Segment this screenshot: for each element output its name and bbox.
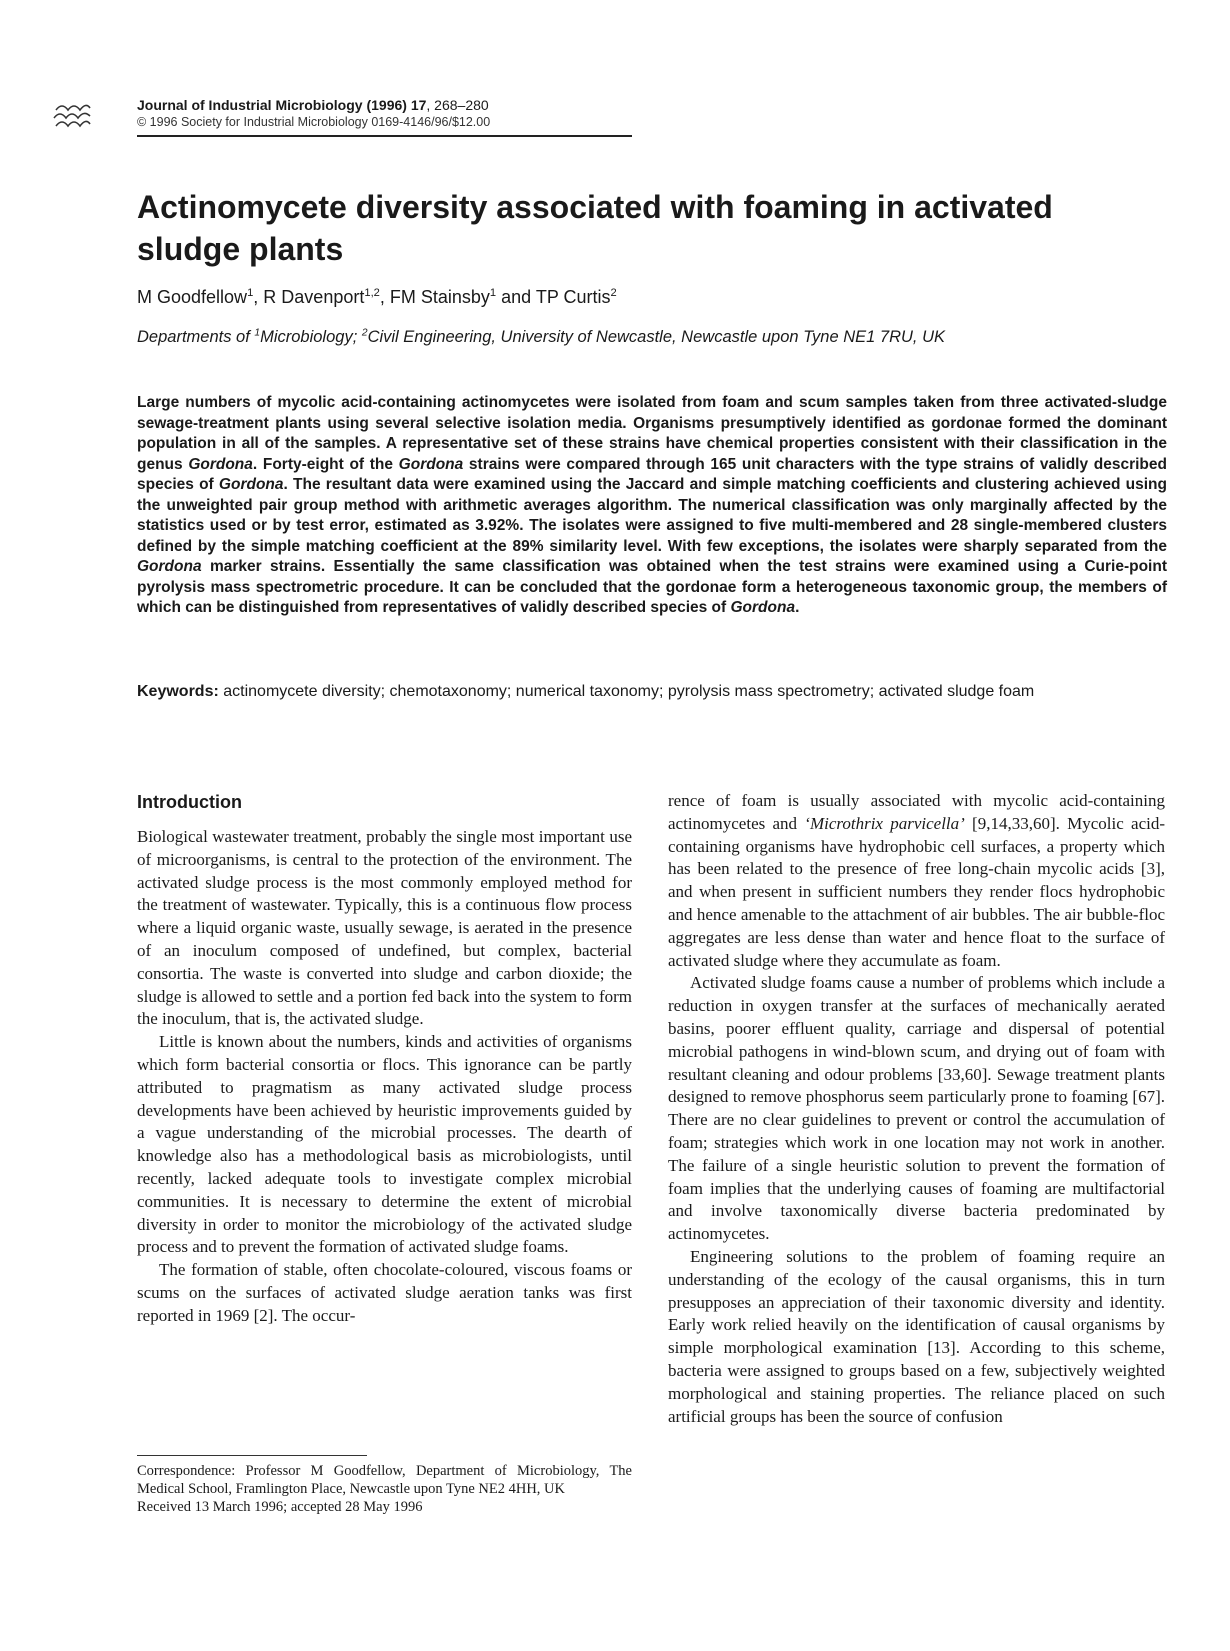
affiliation-prefix: Departments of bbox=[137, 328, 255, 346]
body-paragraph: Biological wastewater treatment, probably the single most important use of microorganisms, is central to the protection of the environment. The activated sludge process is the most commonly employed method for the treatment of wastewater. Typically, this is a continuous flow process where a liquid organic waste, usually sewage, is aerated in the presence of an inoculum composed of undefined, but complex, bacterial consortia. The waste is converted into sludge and carbon dioxide; the sludge is allowed to settle and a portion fed back into the system to form the inoculum, that is, the activated sludge. bbox=[137, 827, 632, 1029]
abstract bbox=[137, 393, 1167, 619]
abstract-text: strains were compared through 165 unit characters with the type strains of validly described species of bbox=[137, 455, 1167, 493]
abstract-genus: Gordona bbox=[218, 476, 284, 493]
article-title: Actinomycete diversity associated with foaming in activated sludge plants bbox=[137, 189, 1053, 267]
section-heading-introduction: Introduction bbox=[137, 792, 242, 812]
abstract-genus: Gordona bbox=[398, 455, 464, 473]
author-name: R Davenport bbox=[263, 287, 365, 307]
journal-name: Journal of Industrial Microbiology (1996) bbox=[137, 97, 407, 113]
footnote-divider bbox=[137, 1455, 367, 1456]
body-paragraph: Engineering solutions to the problem of foaming require an understanding of the ecology of the causal organisms, this in turn presupposes an appreciation of their taxonomic diversity and identity. Early work relied heavily on the identification of causal organisms by simple morphological examination [13]. According to this scheme, bacteria were assigned to groups based on a few, subjectively weighted morphological and staining properties. The reliance placed on such artificial groups has been the source of confusion bbox=[668, 1246, 1165, 1426]
author-affiliation-mark: 1 bbox=[247, 287, 254, 299]
keywords bbox=[137, 682, 1167, 703]
abstract-genus: Gordona bbox=[137, 558, 202, 575]
body-paragraph: Little is known about the numbers, kinds and activities of organisms which form bacterial consortia or flocs. This ignorance can be partly attributed to pragmatism as many activated sludge process developments have been achieved by heuristic improvements guided by a vague understanding of the microbial processes. The dearth of knowledge also has a methodological basis as microbiologists, until recently, lacked adequate tools to investigate complex microbial communities. It is necessary to determine the extent of microbial diversity in order to monitor the microbiology of the activated sludge process and to prevent the formation of activated sludge foams. bbox=[137, 1032, 632, 1257]
copyright-notice: © 1996 Society for Industrial Microbiology 0169-4146/96/$12.00 bbox=[137, 115, 491, 129]
keywords-label: Keywords: bbox=[137, 683, 219, 700]
journal-volume: 17 bbox=[410, 97, 427, 113]
author-affiliation-mark: 1,2 bbox=[364, 287, 380, 299]
affiliation-dept: Microbiology; bbox=[260, 328, 362, 346]
author-separator: and bbox=[496, 287, 536, 307]
affiliations bbox=[137, 326, 1187, 348]
affiliation-dept: Civil Engineering, University of Newcastle, Newcastle upon Tyne NE1 7RU, UK bbox=[367, 328, 945, 346]
body-column-right bbox=[668, 790, 1165, 1428]
affiliation-mark: 2 bbox=[361, 327, 368, 339]
body-paragraph bbox=[668, 790, 1165, 972]
abstract-text: . The resultant data were examined using the Jaccard and simple matching coefficients and clustering achieved using the unweighted pair group method with arithmetic averages algorithm. The numerical classification was only marginally affected by the statistics used or by test error, estimated as 3.92%. The isolates were assigned to five multi-membered and 28 single-membered clusters defined by the simple matching coefficient at the 89% similarity level. With few exceptions, the isolates were sharply separated from the bbox=[137, 476, 1167, 555]
author-list bbox=[137, 285, 1137, 309]
received-dates: Received 13 March 1996; accepted 28 May 1996 bbox=[137, 1499, 423, 1515]
species-name: ‘Microthrix parvicella’ bbox=[804, 813, 965, 833]
author-name: FM Stainsby bbox=[389, 287, 490, 307]
author-name: TP Curtis bbox=[535, 287, 611, 307]
author-separator: , bbox=[379, 287, 390, 307]
author-affiliation-mark: 1 bbox=[489, 287, 497, 299]
author-affiliation-mark: 2 bbox=[610, 287, 617, 299]
journal-pages: , 268–280 bbox=[426, 97, 489, 113]
author-name: M Goodfellow bbox=[137, 287, 248, 307]
journal-logo-icon bbox=[52, 100, 92, 134]
journal-citation bbox=[137, 97, 637, 114]
abstract-text: marker strains. Essentially the same classification was obtained when the test strains were examined using a Curie-point pyrolysis mass spectrometric procedure. It can be concluded that the gordonae form a heterogeneous taxonomic group, the members of which can be distinguished from representatives of validly described species of bbox=[137, 558, 1167, 616]
affiliation-mark: 1 bbox=[254, 327, 261, 339]
body-text: [9,14,33,60]. Mycolic acid-containing organisms have hydrophobic cell surfaces, a property which has been related to the presence of free long-chain mycolic acids [3], and when present in sufficient numbers they render flocs hydrophobic and hence amenable to the attachment of air bubbles. The air bubble-floc aggregates are less dense than water and hence float to the surface of activated sludge where they accumulate as foam. bbox=[668, 813, 1165, 970]
abstract-text: Large numbers of mycolic acid-containing actinomycetes were isolated from foam and scum samples taken from three activated-sludge sewage-treatment plants using several selective isolation media. Organisms presumptively identified as gordonae formed the dominant population in all of the samples. A representative set of these strains have chemical properties consistent with their classification in the genus bbox=[137, 394, 1167, 473]
abstract-genus: Gordona bbox=[730, 599, 796, 616]
body-text: rence of foam is usually associated with mycolic acid-containing actinomycetes and bbox=[668, 791, 1165, 833]
abstract-text: . bbox=[795, 599, 800, 616]
header-divider bbox=[137, 135, 632, 137]
abstract-text: . Forty-eight of the bbox=[252, 455, 399, 473]
footnote bbox=[137, 1462, 632, 1516]
abstract-genus: Gordona bbox=[188, 455, 253, 473]
body-paragraph: The formation of stable, often chocolate-coloured, viscous foams or scums on the surfaces of activated sludge aeration tanks was first reported in 1969 [2]. The occur- bbox=[137, 1260, 632, 1325]
keywords-text: actinomycete diversity; chemotaxonomy; numerical taxonomy; pyrolysis mass spectrometry; activated sludge foam bbox=[218, 683, 1035, 700]
correspondence-note: Correspondence: Professor M Goodfellow, Department of Microbiology, The Medical School, Framlington Place, Newcastle upon Tyne NE2 4HH, UK bbox=[137, 1463, 632, 1497]
running-header bbox=[137, 97, 637, 131]
body-paragraph: Activated sludge foams cause a number of problems which include a reduction in oxygen transfer at the surfaces of mechanically aerated basins, poorer effluent quality, carriage and dispersal of potential microbial pathogens in wind-blown scum, and drying out of foam with resultant cleaning and odour problems [33,60]. Sewage treatment plants designed to remove phosphorus seem particularly prone to foaming [67]. There are no clear guidelines to prevent or control the accumulation of foam; strategies which work in one location may not work in another. The failure of a single heuristic solution to prevent the formation of foam implies that the underlying causes of foaming are multifactorial and involve taxonomically diverse bacteria predominated by actinomycetes. bbox=[668, 973, 1165, 1244]
body-column-left bbox=[137, 790, 632, 1328]
author-separator: , bbox=[253, 287, 264, 307]
